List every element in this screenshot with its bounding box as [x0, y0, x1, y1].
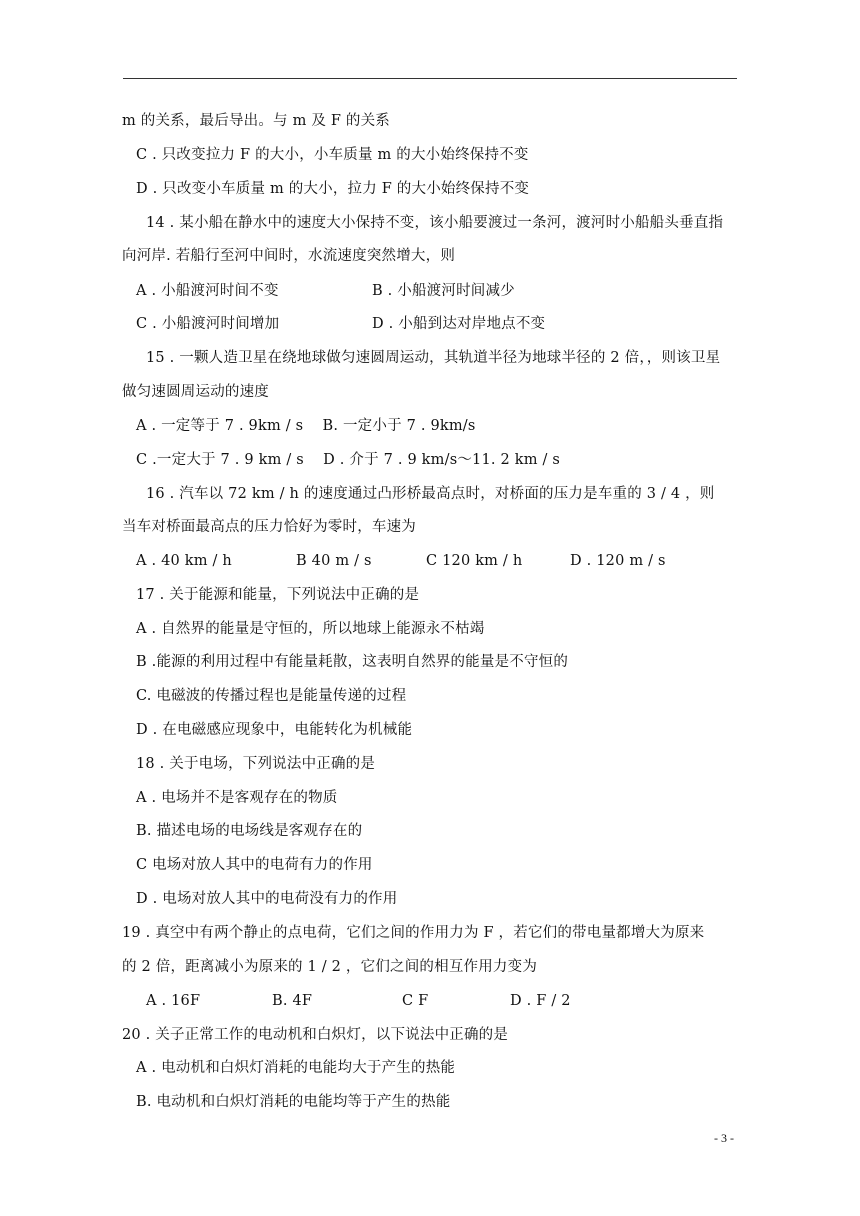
option-line: B. 电动机和白炽灯消耗的电能均等于产生的热能 — [136, 1094, 451, 1110]
text-line: 的 2 倍，距离减小为原来的 1 / 2 ，它们之间的相互作用力变为 — [122, 959, 538, 975]
question-19: 19 . 真空中有两个静止的点电荷，它们之间的作用力为 F ，若它们的带电量都增大为原来 — [122, 925, 705, 941]
text-line: 当车对桥面最高点的压力恰好为零时，车速为 — [122, 519, 416, 535]
question-14: 14 . 某小船在静水中的速度大小保持不变，该小船要渡过一条河，渡河时小船船头垂直指 — [146, 215, 724, 231]
question-16: 16 . 汽车以 72 km / h 的速度通过凸形桥最高点时，对桥面的压力是车重的 3 / 4 ，则 — [146, 486, 715, 502]
option-line: C 电场对放人其中的电荷有力的作用 — [136, 857, 373, 873]
option-line: A . 一定等于 7 . 9km / s B. 一定小于 7 . 9km/s — [136, 418, 476, 434]
option-b: B 40 m / s — [296, 553, 372, 569]
question-15: 15 . 一颗人造卫星在绕地球做匀速圆周运动，其轨道半径为地球半径的 2 倍，，则该卫星 — [146, 350, 721, 366]
option-line: D . 只改变小车质量 m 的大小，拉力 F 的大小始终保持不变 — [136, 181, 530, 197]
option-a: A . 16F — [146, 993, 201, 1009]
option-b: B . 小船渡河时间减少 — [372, 283, 515, 299]
option-c: C . 小船渡河时间增加 — [136, 316, 280, 332]
option-b: B. 4F — [272, 993, 313, 1009]
option-c: C F — [402, 993, 429, 1009]
page-number: - 3 - — [714, 1131, 734, 1145]
text-line: 向河岸. 若船行至河中间时，水流速度突然增大，则 — [122, 248, 456, 264]
option-line: A . 电场并不是客观存在的物质 — [136, 790, 338, 806]
question-20: 20 . 关子正常工作的电动机和白炽灯，以下说法中正确的是 — [122, 1027, 509, 1043]
question-18: 18 . 关于电场，下列说法中正确的是 — [136, 756, 376, 772]
option-d: D . 小船到达对岸地点不变 — [372, 316, 546, 332]
question-17: 17 . 关于能源和能量，下列说法中正确的是 — [136, 587, 420, 603]
option-a: A . 小船渡河时间不变 — [136, 283, 279, 299]
option-line: C .一定大于 7 . 9 km / s D . 介于 7 . 9 km/s～11. 2 km / s — [136, 452, 561, 468]
option-line: A . 自然界的能量是守恒的，所以地球上能源永不枯竭 — [136, 621, 485, 637]
option-line: B .能源的利用过程中有能量耗散，这表明自然界的能量是不守恒的 — [136, 654, 569, 670]
option-c: C 120 km / h — [426, 553, 523, 569]
option-d: D . F / 2 — [510, 993, 571, 1009]
header-rule — [123, 78, 737, 79]
option-line: D . 电场对放人其中的电荷没有力的作用 — [136, 891, 398, 907]
option-line: C. 电磁波的传播过程也是能量传递的过程 — [136, 688, 407, 704]
option-line: A . 电动机和白炽灯消耗的电能均大于产生的热能 — [136, 1060, 456, 1076]
option-d: D . 120 m / s — [570, 553, 666, 569]
text-line: 做匀速圆周运动的速度 — [122, 384, 269, 400]
option-a: A . 40 km / h — [136, 553, 232, 569]
option-line: D . 在电磁感应现象中，电能转化为机械能 — [136, 722, 413, 738]
option-line: B. 描述电场的电场线是客观存在的 — [136, 823, 363, 839]
option-line: C . 只改变拉力 F 的大小，小车质量 m 的大小始终保持不变 — [136, 147, 529, 163]
text-line: m 的关系，最后导出。与 m 及 F 的关系 — [122, 113, 391, 129]
